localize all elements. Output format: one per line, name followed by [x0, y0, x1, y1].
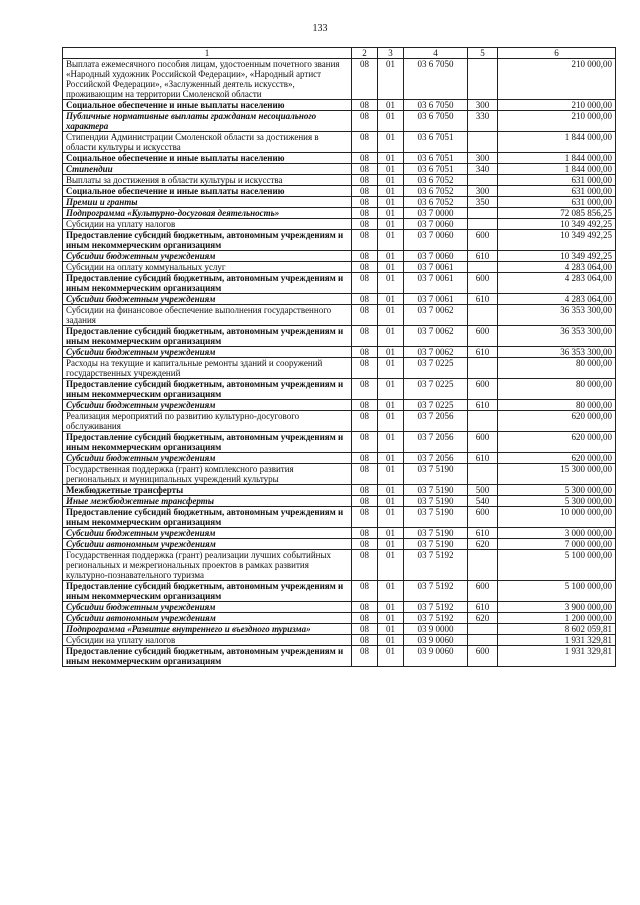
row-description: Субсидии бюджетным учреждениям	[63, 251, 352, 262]
row-description: Стипендии Администрации Смоленской области за достижения в области культуры и искусства	[63, 132, 352, 153]
row-section: 08	[352, 197, 378, 208]
column-header: 5	[468, 48, 498, 59]
row-section: 08	[352, 528, 378, 539]
table-row	[63, 613, 616, 624]
row-description: Предоставление субсидий бюджетным, автономным учреждениям и иным некоммерческим организациям	[63, 646, 352, 667]
row-description: Социальное обеспечение и иные выплаты населению	[63, 153, 352, 164]
table-row	[63, 485, 616, 496]
row-target-code: 03 7 0225	[404, 379, 468, 400]
row-amount: 620 000,00	[498, 432, 616, 453]
row-description: Выплата ежемесячного пособия лицам, удостоенным почетного звания «Народный художник Российской Федерации», «Народный артист Российской Федерации», «Заслуженный деятель искусств», проживающим на территории Смоленской области	[63, 59, 352, 100]
row-expense-type	[468, 635, 498, 646]
row-section: 08	[352, 635, 378, 646]
row-section: 08	[352, 550, 378, 581]
row-subsection: 01	[378, 485, 404, 496]
row-amount: 210 000,00	[498, 100, 616, 111]
row-expense-type	[468, 208, 498, 219]
row-section: 08	[352, 613, 378, 624]
row-subsection: 01	[378, 613, 404, 624]
row-section: 08	[352, 400, 378, 411]
row-target-code: 03 7 5190	[404, 528, 468, 539]
row-section: 08	[352, 326, 378, 347]
row-subsection: 01	[378, 496, 404, 507]
row-amount: 80 000,00	[498, 379, 616, 400]
row-target-code: 03 7 0225	[404, 358, 468, 379]
row-expense-type: 610	[468, 294, 498, 305]
row-expense-type	[468, 358, 498, 379]
row-target-code: 03 7 0060	[404, 230, 468, 251]
row-target-code: 03 7 0062	[404, 347, 468, 358]
row-subsection: 01	[378, 153, 404, 164]
row-amount: 5 100 000,00	[498, 581, 616, 602]
row-amount: 7 000 000,00	[498, 539, 616, 550]
table-row	[63, 100, 616, 111]
row-amount: 631 000,00	[498, 197, 616, 208]
row-amount: 4 283 064,00	[498, 273, 616, 294]
row-description: Стипендии	[63, 164, 352, 175]
row-description: Субсидии на финансовое обеспечение выполнения государственного задания	[63, 305, 352, 326]
table-row	[63, 164, 616, 175]
row-subsection: 01	[378, 358, 404, 379]
row-section: 08	[352, 100, 378, 111]
row-section: 08	[352, 186, 378, 197]
row-target-code: 03 6 7050	[404, 59, 468, 100]
row-expense-type: 600	[468, 432, 498, 453]
row-description: Предоставление субсидий бюджетным, автономным учреждениям и иным некоммерческим организациям	[63, 326, 352, 347]
row-description: Подпрограмма «Культурно-досуговая деятельность»	[63, 208, 352, 219]
row-amount: 36 353 300,00	[498, 305, 616, 326]
table-row	[63, 59, 616, 100]
row-subsection: 01	[378, 164, 404, 175]
row-description: Реализация мероприятий по развитию культурно-досугового обслуживания	[63, 411, 352, 432]
row-subsection: 01	[378, 453, 404, 464]
row-description: Субсидии бюджетным учреждениям	[63, 453, 352, 464]
row-expense-type: 600	[468, 646, 498, 667]
row-description: Субсидии бюджетным учреждениям	[63, 294, 352, 305]
row-target-code: 03 7 5190	[404, 539, 468, 550]
row-section: 08	[352, 432, 378, 453]
row-description: Государственная поддержка (грант) комплексного развития региональных и муниципальных учреждений культуры	[63, 464, 352, 485]
row-expense-type	[468, 464, 498, 485]
row-description: Публичные нормативные выплаты гражданам несоциального характера	[63, 111, 352, 132]
column-header: 2	[352, 48, 378, 59]
table-row	[63, 251, 616, 262]
row-subsection: 01	[378, 294, 404, 305]
row-target-code: 03 7 0061	[404, 273, 468, 294]
row-target-code: 03 7 5190	[404, 496, 468, 507]
row-target-code: 03 7 0060	[404, 219, 468, 230]
row-target-code: 03 6 7051	[404, 164, 468, 175]
row-description: Премии и гранты	[63, 197, 352, 208]
row-description: Субсидии на уплату налогов	[63, 219, 352, 230]
table-row	[63, 219, 616, 230]
row-subsection: 01	[378, 186, 404, 197]
table-row	[63, 432, 616, 453]
row-target-code: 03 7 2056	[404, 411, 468, 432]
row-target-code: 03 7 0061	[404, 294, 468, 305]
row-subsection: 01	[378, 132, 404, 153]
row-subsection: 01	[378, 197, 404, 208]
row-section: 08	[352, 347, 378, 358]
row-expense-type: 610	[468, 251, 498, 262]
row-section: 08	[352, 539, 378, 550]
row-amount: 36 353 300,00	[498, 326, 616, 347]
table-row	[63, 453, 616, 464]
row-amount: 10 349 492,25	[498, 230, 616, 251]
table-row	[63, 347, 616, 358]
row-expense-type	[468, 59, 498, 100]
table-row	[63, 294, 616, 305]
row-subsection: 01	[378, 411, 404, 432]
row-expense-type: 350	[468, 197, 498, 208]
table-row	[63, 496, 616, 507]
table-header-row	[63, 48, 616, 59]
row-subsection: 01	[378, 635, 404, 646]
row-subsection: 01	[378, 262, 404, 273]
row-expense-type	[468, 550, 498, 581]
row-amount: 1 844 000,00	[498, 153, 616, 164]
row-description: Предоставление субсидий бюджетным, автономным учреждениям и иным некоммерческим организациям	[63, 581, 352, 602]
row-subsection: 01	[378, 219, 404, 230]
row-amount: 210 000,00	[498, 59, 616, 100]
row-expense-type: 500	[468, 485, 498, 496]
row-target-code: 03 7 2056	[404, 432, 468, 453]
row-subsection: 01	[378, 400, 404, 411]
row-amount: 15 300 000,00	[498, 464, 616, 485]
row-section: 08	[352, 208, 378, 219]
row-section: 08	[352, 305, 378, 326]
row-amount: 10 349 492,25	[498, 251, 616, 262]
row-description: Предоставление субсидий бюджетным, автономным учреждениям и иным некоммерческим организациям	[63, 432, 352, 453]
row-target-code: 03 6 7050	[404, 100, 468, 111]
table-row	[63, 624, 616, 635]
column-header: 6	[498, 48, 616, 59]
table-row	[63, 539, 616, 550]
row-target-code: 03 7 2056	[404, 453, 468, 464]
row-subsection: 01	[378, 208, 404, 219]
row-expense-type: 600	[468, 230, 498, 251]
row-amount: 36 353 300,00	[498, 347, 616, 358]
row-amount: 5 300 000,00	[498, 485, 616, 496]
row-subsection: 01	[378, 111, 404, 132]
table-row	[63, 132, 616, 153]
row-subsection: 01	[378, 100, 404, 111]
row-section: 08	[352, 507, 378, 528]
row-expense-type	[468, 305, 498, 326]
row-expense-type: 610	[468, 347, 498, 358]
row-amount: 10 349 492,25	[498, 219, 616, 230]
row-section: 08	[352, 164, 378, 175]
row-target-code: 03 7 5190	[404, 507, 468, 528]
row-description: Подпрограмма «Развитие внутреннего и въездного туризма»	[63, 624, 352, 635]
row-amount: 72 085 856,25	[498, 208, 616, 219]
column-header: 1	[63, 48, 352, 59]
table-row	[63, 400, 616, 411]
row-expense-type	[468, 411, 498, 432]
row-expense-type: 620	[468, 613, 498, 624]
row-expense-type	[468, 262, 498, 273]
row-subsection: 01	[378, 273, 404, 294]
row-amount: 80 000,00	[498, 400, 616, 411]
row-target-code: 03 7 0000	[404, 208, 468, 219]
row-target-code: 03 6 7052	[404, 197, 468, 208]
row-amount: 631 000,00	[498, 175, 616, 186]
table-row	[63, 111, 616, 132]
row-expense-type: 610	[468, 400, 498, 411]
table-row	[63, 262, 616, 273]
row-amount: 5 100 000,00	[498, 550, 616, 581]
row-subsection: 01	[378, 230, 404, 251]
table-row	[63, 197, 616, 208]
row-subsection: 01	[378, 305, 404, 326]
row-amount: 620 000,00	[498, 453, 616, 464]
row-subsection: 01	[378, 326, 404, 347]
row-description: Межбюджетные трансферты	[63, 485, 352, 496]
table-row	[63, 273, 616, 294]
row-expense-type: 610	[468, 528, 498, 539]
table-row	[63, 411, 616, 432]
row-expense-type: 330	[468, 111, 498, 132]
row-subsection: 01	[378, 432, 404, 453]
row-subsection: 01	[378, 507, 404, 528]
row-target-code: 03 7 5192	[404, 550, 468, 581]
row-expense-type: 300	[468, 153, 498, 164]
row-target-code: 03 9 0060	[404, 646, 468, 667]
row-subsection: 01	[378, 379, 404, 400]
row-section: 08	[352, 485, 378, 496]
row-amount: 10 000 000,00	[498, 507, 616, 528]
table-row	[63, 358, 616, 379]
row-subsection: 01	[378, 251, 404, 262]
row-amount: 5 300 000,00	[498, 496, 616, 507]
row-description: Предоставление субсидий бюджетным, автономным учреждениям и иным некоммерческим организациям	[63, 507, 352, 528]
table-row	[63, 230, 616, 251]
row-amount: 80 000,00	[498, 358, 616, 379]
table-row	[63, 464, 616, 485]
column-header: 3	[378, 48, 404, 59]
row-description: Субсидии автономным учреждениям	[63, 539, 352, 550]
row-expense-type: 620	[468, 539, 498, 550]
row-target-code: 03 7 5190	[404, 485, 468, 496]
row-description: Субсидии бюджетным учреждениям	[63, 528, 352, 539]
table-row	[63, 646, 616, 667]
table-row	[63, 153, 616, 164]
row-target-code: 03 7 0062	[404, 305, 468, 326]
row-target-code: 03 7 0062	[404, 326, 468, 347]
row-target-code: 03 9 0060	[404, 635, 468, 646]
row-description: Иные межбюджетные трансферты	[63, 496, 352, 507]
row-description: Субсидии бюджетным учреждениям	[63, 400, 352, 411]
row-section: 08	[352, 273, 378, 294]
table-row	[63, 175, 616, 186]
row-subsection: 01	[378, 581, 404, 602]
row-target-code: 03 7 0060	[404, 251, 468, 262]
row-target-code: 03 7 5192	[404, 581, 468, 602]
page-number: 133	[312, 23, 328, 34]
row-expense-type	[468, 624, 498, 635]
row-section: 08	[352, 379, 378, 400]
row-expense-type: 600	[468, 581, 498, 602]
table-row	[63, 602, 616, 613]
row-subsection: 01	[378, 175, 404, 186]
row-expense-type	[468, 219, 498, 230]
row-subsection: 01	[378, 528, 404, 539]
row-description: Государственная поддержка (грант) реализации лучших событийных региональных и межрегиональных проектов в рамках развития культурно-познавательного туризма	[63, 550, 352, 581]
table-row	[63, 305, 616, 326]
table-row	[63, 186, 616, 197]
row-subsection: 01	[378, 347, 404, 358]
row-section: 08	[352, 251, 378, 262]
row-section: 08	[352, 230, 378, 251]
row-expense-type: 600	[468, 507, 498, 528]
row-amount: 1 931 329,81	[498, 635, 616, 646]
row-target-code: 03 6 7050	[404, 111, 468, 132]
row-amount: 1 200 000,00	[498, 613, 616, 624]
row-description: Предоставление субсидий бюджетным, автономным учреждениям и иным некоммерческим организациям	[63, 230, 352, 251]
row-section: 08	[352, 602, 378, 613]
row-description: Социальное обеспечение и иные выплаты населению	[63, 186, 352, 197]
row-expense-type: 600	[468, 273, 498, 294]
row-target-code: 03 6 7051	[404, 132, 468, 153]
row-target-code: 03 7 0225	[404, 400, 468, 411]
row-section: 08	[352, 175, 378, 186]
row-description: Субсидии бюджетным учреждениям	[63, 347, 352, 358]
row-description: Субсидии на уплату налогов	[63, 635, 352, 646]
row-subsection: 01	[378, 624, 404, 635]
table-row	[63, 326, 616, 347]
table-row	[63, 507, 616, 528]
row-description: Субсидии автономным учреждениям	[63, 613, 352, 624]
budget-table	[62, 47, 616, 667]
row-section: 08	[352, 646, 378, 667]
row-description: Выплаты за достижения в области культуры и искусства	[63, 175, 352, 186]
row-subsection: 01	[378, 464, 404, 485]
row-description: Расходы на текущие и капитальные ремонты зданий и сооружений государственных учреждений	[63, 358, 352, 379]
row-target-code: 03 7 5192	[404, 602, 468, 613]
row-amount: 4 283 064,00	[498, 262, 616, 273]
row-target-code: 03 6 7052	[404, 175, 468, 186]
row-section: 08	[352, 219, 378, 230]
row-expense-type: 300	[468, 100, 498, 111]
row-subsection: 01	[378, 539, 404, 550]
row-amount: 3 000 000,00	[498, 528, 616, 539]
row-section: 08	[352, 624, 378, 635]
row-section: 08	[352, 411, 378, 432]
row-subsection: 01	[378, 550, 404, 581]
row-target-code: 03 9 0000	[404, 624, 468, 635]
row-expense-type: 610	[468, 602, 498, 613]
row-description: Предоставление субсидий бюджетным, автономным учреждениям и иным некоммерческим организациям	[63, 379, 352, 400]
row-subsection: 01	[378, 59, 404, 100]
row-amount: 631 000,00	[498, 186, 616, 197]
row-section: 08	[352, 153, 378, 164]
row-amount: 1 844 000,00	[498, 132, 616, 153]
column-header: 4	[404, 48, 468, 59]
row-description: Социальное обеспечение и иные выплаты населению	[63, 100, 352, 111]
row-amount: 3 900 000,00	[498, 602, 616, 613]
row-section: 08	[352, 496, 378, 507]
row-description: Субсидии бюджетным учреждениям	[63, 602, 352, 613]
row-section: 08	[352, 262, 378, 273]
row-subsection: 01	[378, 602, 404, 613]
row-subsection: 01	[378, 646, 404, 667]
row-expense-type: 340	[468, 164, 498, 175]
row-section: 08	[352, 453, 378, 464]
table-row	[63, 208, 616, 219]
row-section: 08	[352, 358, 378, 379]
row-section: 08	[352, 464, 378, 485]
row-amount: 1 844 000,00	[498, 164, 616, 175]
row-expense-type	[468, 175, 498, 186]
row-target-code: 03 7 5192	[404, 613, 468, 624]
row-expense-type: 600	[468, 326, 498, 347]
row-target-code: 03 6 7051	[404, 153, 468, 164]
row-expense-type	[468, 132, 498, 153]
row-section: 08	[352, 581, 378, 602]
row-expense-type: 600	[468, 379, 498, 400]
row-expense-type: 540	[468, 496, 498, 507]
row-target-code: 03 7 5190	[404, 464, 468, 485]
row-section: 08	[352, 132, 378, 153]
row-target-code: 03 7 0061	[404, 262, 468, 273]
row-section: 08	[352, 111, 378, 132]
row-expense-type: 300	[468, 186, 498, 197]
row-target-code: 03 6 7052	[404, 186, 468, 197]
row-section: 08	[352, 294, 378, 305]
table-row	[63, 581, 616, 602]
table-row	[63, 635, 616, 646]
row-amount: 4 283 064,00	[498, 294, 616, 305]
row-description: Субсидии на оплату коммунальных услуг	[63, 262, 352, 273]
row-expense-type: 610	[468, 453, 498, 464]
row-amount: 8 602 059,81	[498, 624, 616, 635]
row-amount: 210 000,00	[498, 111, 616, 132]
row-description: Предоставление субсидий бюджетным, автономным учреждениям и иным некоммерческим организациям	[63, 273, 352, 294]
row-amount: 1 931 329,81	[498, 646, 616, 667]
row-section: 08	[352, 59, 378, 100]
row-amount: 620 000,00	[498, 411, 616, 432]
table-row	[63, 379, 616, 400]
table-row	[63, 528, 616, 539]
table-row	[63, 550, 616, 581]
